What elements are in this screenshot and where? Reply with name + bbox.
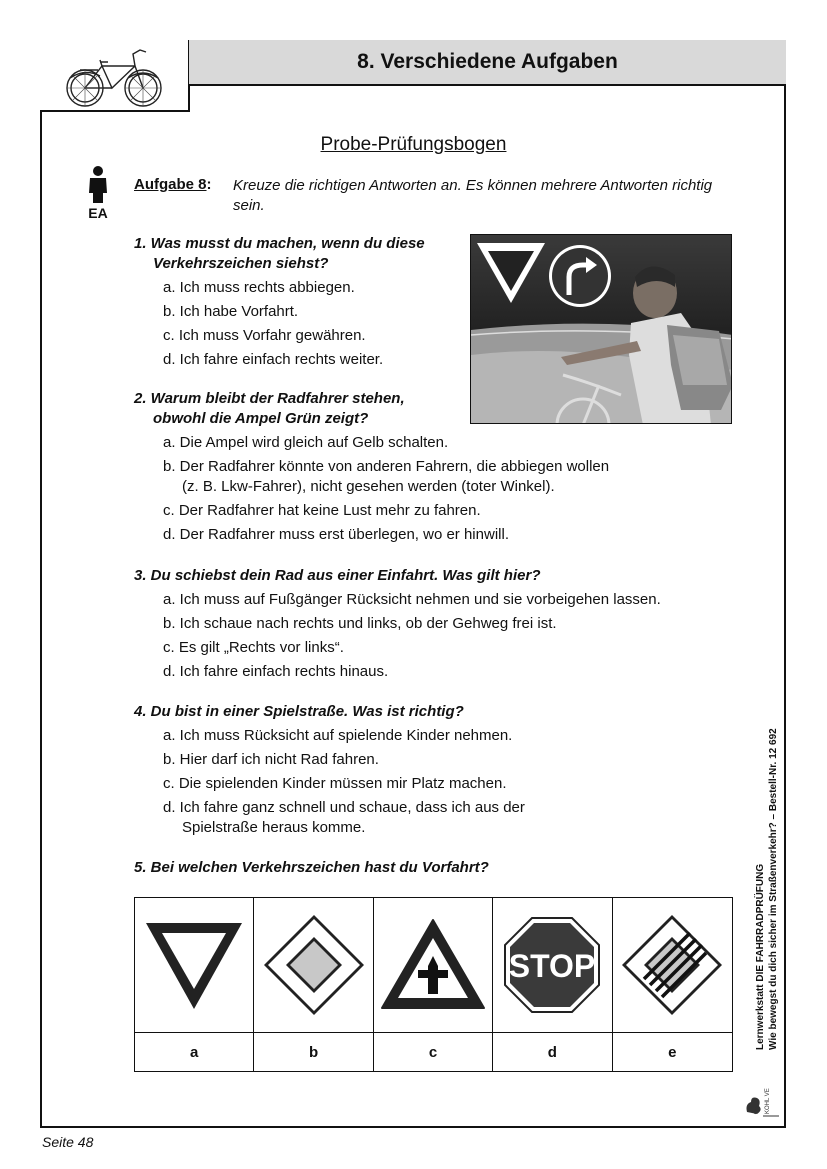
- end-of-priority-road-sign-icon: [620, 913, 724, 1017]
- sign-cell-e[interactable]: [613, 898, 732, 1033]
- answer-2a[interactable]: a. Die Ampel wird gleich auf Gelb schalten.: [163, 434, 449, 451]
- question-5: 5. Bei welchen Verkehrszeichen hast du Vorfahrt?: [134, 859, 489, 876]
- question-2: 2. Warum bleibt der Radfahrer stehen, obwohl die Ampel Grün zeigt?: [134, 390, 405, 427]
- sign-label-a: a: [135, 1033, 254, 1071]
- publisher-logo: [743, 1088, 783, 1118]
- page-number: Seite 48: [42, 1134, 94, 1150]
- answer-4b[interactable]: b. Hier darf ich nicht Rad fahren.: [163, 751, 379, 768]
- work-mode-badge: EA: [88, 205, 108, 221]
- answer-4a[interactable]: a. Ich muss Rücksicht auf spielende Kinder nehmen.: [163, 727, 513, 744]
- side-imprint-line1: Lernwerkstatt DIE FAHRRADPRÜFUNG: [755, 863, 766, 1050]
- side-imprint-line2: Wie bewegst du dich sicher im Straßenverkehr? – Bestell-Nr. 12 692: [768, 728, 779, 1050]
- sign-cell-d[interactable]: [493, 898, 612, 1033]
- chapter-header: [189, 40, 786, 86]
- publisher-name: KOHL VERLAG: [765, 1088, 771, 1114]
- worksheet-title: Probe-Prüfungsbogen: [320, 134, 507, 155]
- sign-cell-c[interactable]: [374, 898, 493, 1033]
- bicycle-icon: [40, 40, 186, 108]
- question-1: 1. Was musst du machen, wenn du diese Verkehrszeichen siehst?: [134, 235, 425, 272]
- sign-label-b: b: [254, 1033, 373, 1071]
- sign-label-e: e: [668, 1043, 677, 1061]
- answer-2c[interactable]: c. Der Radfahrer hat keine Lust mehr zu fahren.: [163, 502, 481, 519]
- answer-1b[interactable]: b. Ich habe Vorfahrt.: [163, 303, 299, 320]
- answer-3a[interactable]: a. Ich muss auf Fußgänger Rücksicht nehmen und sie vorbeigehen lassen.: [163, 591, 661, 608]
- sign-table: [134, 897, 733, 1072]
- answer-3d[interactable]: d. Ich fahre einfach rechts hinaus.: [163, 663, 389, 680]
- person-icon: [86, 165, 110, 203]
- answer-1d[interactable]: d. Ich fahre einfach rechts weiter.: [163, 351, 384, 368]
- sign-label-c: c: [374, 1033, 493, 1071]
- priority-road-sign-icon: [262, 913, 366, 1017]
- task-label: Aufgabe 8:: [134, 176, 212, 193]
- answer-4c[interactable]: c. Die spielenden Kinder müssen mir Platz machen.: [163, 775, 507, 792]
- answer-2b[interactable]: b. Der Radfahrer könnte von anderen Fahrern, die abbiegen wollen (z. B. Lkw-Fahrer), nicht gesehen werden (toter Winkel).: [163, 458, 610, 495]
- question-3: 3. Du schiebst dein Rad aus einer Einfahrt. Was gilt hier?: [134, 567, 541, 584]
- yield-sign-icon: [142, 919, 246, 1011]
- question-4: 4. Du bist in einer Spielstraße. Was ist richtig?: [134, 703, 464, 720]
- chapter-title: 8. Verschiedene Aufgaben: [357, 50, 618, 73]
- answer-3b[interactable]: b. Ich schaue nach rechts und links, ob der Gehweg frei ist.: [163, 615, 557, 632]
- task-instruction: Kreuze die richtigen Antworten an. Es können mehrere Antworten richtig sein.: [233, 177, 713, 214]
- answer-1a[interactable]: a. Ich muss rechts abbiegen.: [163, 279, 355, 296]
- stop-sign-icon: [503, 916, 601, 1014]
- side-imprint: [752, 710, 782, 1130]
- stop-sign-text: STOP: [509, 948, 596, 984]
- right-of-way-sign-icon: [380, 918, 486, 1012]
- answer-1c[interactable]: c. Ich muss Vorfahr gewähren.: [163, 327, 366, 344]
- sign-cell-b[interactable]: [254, 898, 373, 1033]
- answer-3c[interactable]: c. Es gilt „Rechts vor links“.: [163, 639, 344, 656]
- photo-boy-on-bike: [470, 234, 732, 424]
- answer-2d[interactable]: d. Der Radfahrer muss erst überlegen, wo er hinwill.: [163, 526, 509, 543]
- sign-label-d: d: [493, 1033, 612, 1071]
- bicycle-logo: [40, 40, 190, 112]
- answer-4d[interactable]: d. Ich fahre ganz schnell und schaue, dass ich aus der Spielstraße heraus komme.: [163, 799, 525, 836]
- turn-right-sign-icon: [549, 245, 611, 307]
- sign-cell-a[interactable]: [135, 898, 254, 1033]
